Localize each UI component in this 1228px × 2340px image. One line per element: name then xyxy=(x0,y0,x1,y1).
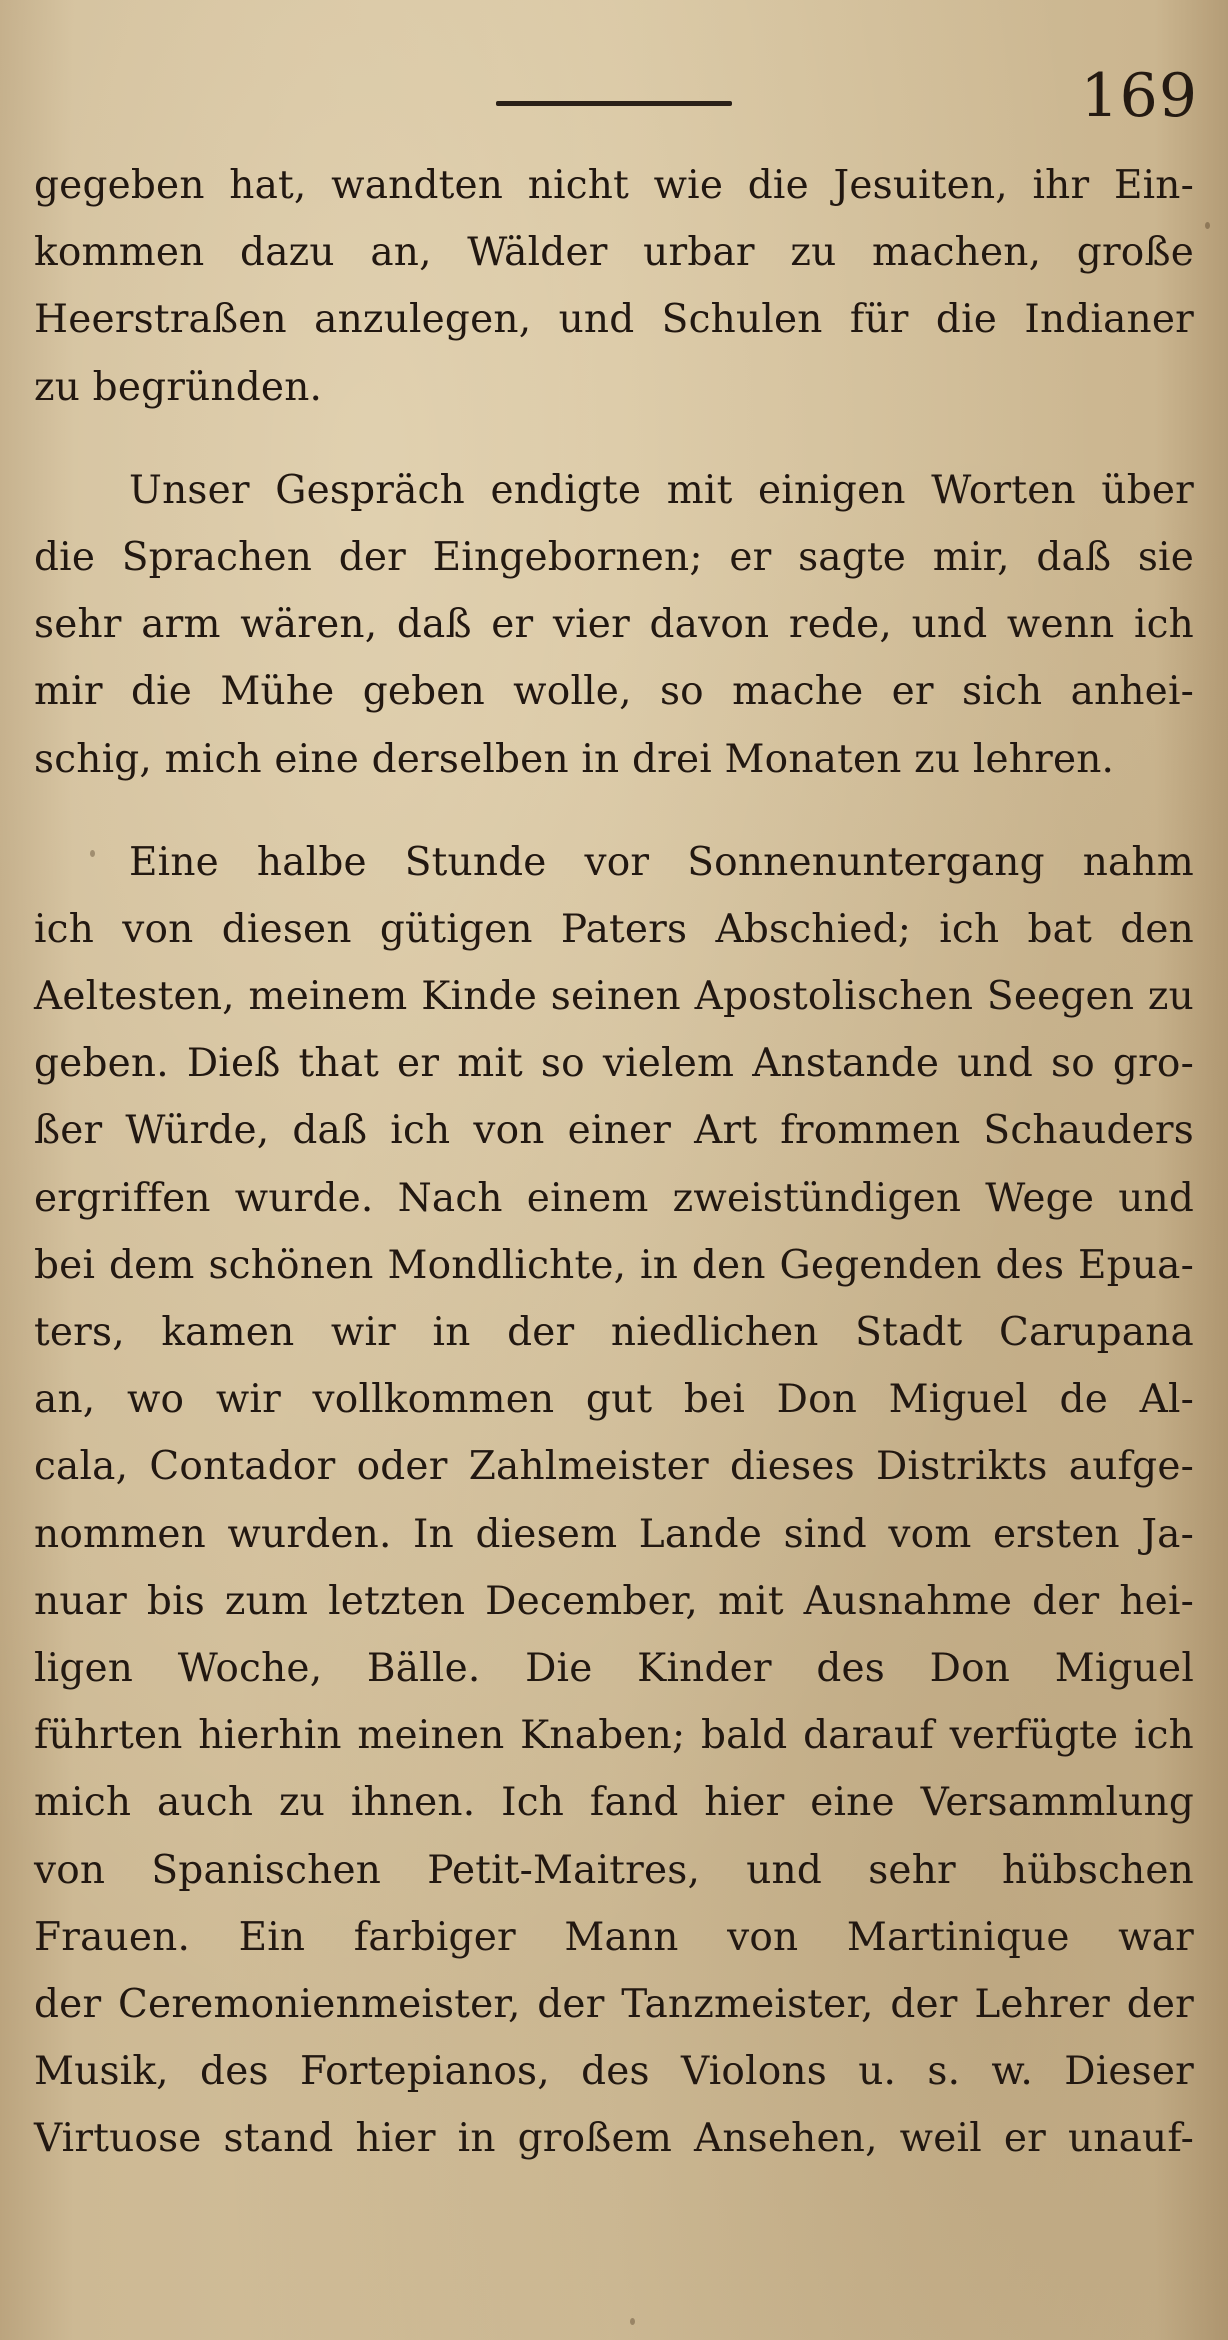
text-line: ich von diesen gütigen Paters Abschied; ich bat den xyxy=(34,906,1194,952)
text-line: bei dem schönen Mondlichte, in den Gegenden des Epua- xyxy=(34,1242,1194,1288)
paper-speck xyxy=(90,850,95,857)
paragraph-gap xyxy=(34,421,1194,457)
text-line: an, wo wir vollkommen gut bei Don Miguel de Al- xyxy=(34,1377,1194,1423)
text-line: mir die Mühe geben wolle, so mache er sich anhei- xyxy=(34,669,1194,715)
text-line: Heerstraßen anzulegen, und Schulen für die Indianer xyxy=(34,297,1194,343)
header-rule xyxy=(496,101,732,106)
text-line: nuar bis zum letzten December, mit Ausnahme der hei- xyxy=(34,1578,1194,1624)
paper-speck xyxy=(1205,222,1210,229)
text-line: Unser Gespräch endigte mit einigen Worten über xyxy=(129,467,1194,513)
text-line: Virtuose stand hier in großem Ansehen, weil er unauf- xyxy=(34,2116,1194,2162)
text-line: sehr arm wären, daß er vier davon rede, und wenn ich xyxy=(34,602,1194,648)
text-line: die Sprachen der Eingebornen; er sagte mir, daß sie xyxy=(34,534,1194,580)
text-line: nommen wurden. In diesem Lande sind vom ersten Ja- xyxy=(34,1511,1194,1557)
text-line: geben. Dieß that er mit so vielem Anstande und so gro- xyxy=(34,1041,1194,1087)
text-line: ßer Würde, daß ich von einer Art frommen Schauders xyxy=(34,1108,1194,1154)
text-line: kommen dazu an, Wälder urbar zu machen, große xyxy=(34,230,1194,276)
text-line: ergriffen wurde. Nach einem zweistündigen Wege und xyxy=(34,1175,1194,1221)
text-line: cala, Contador oder Zahlmeister dieses Distrikts aufge- xyxy=(34,1444,1194,1490)
text-line: ters, kamen wir in der niedlichen Stadt Carupana xyxy=(34,1310,1194,1355)
text-line: ligen Woche, Bälle. Die Kinder des Don Miguel xyxy=(34,1645,1194,1691)
text-line: Eine halbe Stunde vor Sonnenuntergang nahm xyxy=(129,839,1194,885)
paragraph-gap xyxy=(34,793,1194,829)
page-number: 169 xyxy=(1080,61,1198,131)
body-text xyxy=(34,152,1194,2172)
text-line: schig, mich eine derselben in drei Monaten zu lehren. xyxy=(34,736,1115,782)
text-line: von Spanischen Petit-Maitres, und sehr hübschen xyxy=(34,1847,1194,1893)
text-line: zu begründen. xyxy=(34,364,323,410)
text-line: Musik, des Fortepianos, des Violons u. s. w. Dieser xyxy=(34,2049,1194,2095)
text-line: gegeben hat, wandten nicht wie die Jesuiten, ihr Ein- xyxy=(34,163,1194,208)
text-line: führten hierhin meinen Knaben; bald darauf verfügte ich xyxy=(34,1713,1194,1759)
text-line: Aeltesten, meinem Kinde seinen Apostolischen Seegen zu xyxy=(34,974,1194,1020)
paper-speck xyxy=(630,2318,635,2325)
text-line: mich auch zu ihnen. Ich fand hier eine Versammlung xyxy=(34,1780,1194,1826)
text-line: der Ceremonienmeister, der Tanzmeister, der Lehrer der xyxy=(34,1981,1194,2027)
text-line: Frauen. Ein farbiger Mann von Martinique war xyxy=(34,1914,1194,1960)
